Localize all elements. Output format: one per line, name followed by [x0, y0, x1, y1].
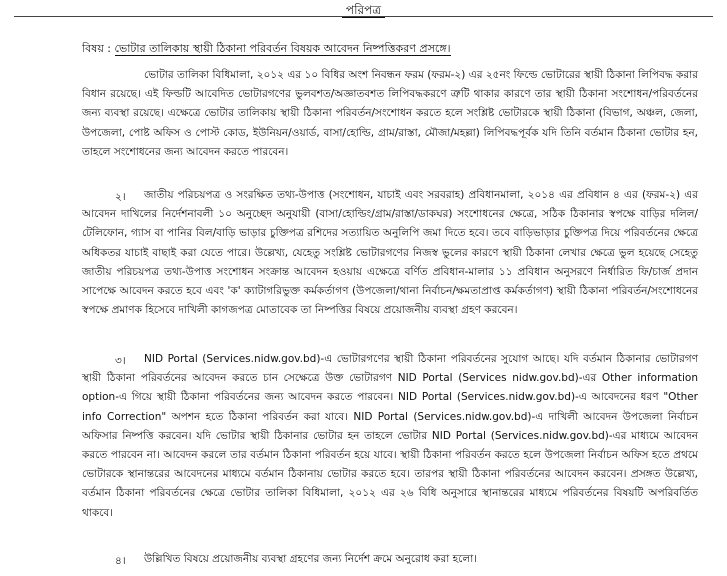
header-divider [14, 16, 713, 17]
subject-text: ভোটার তালিকায় স্থায়ী ঠিকানা পরিবর্তন বিষয়ক আবেদন নিষ্পত্তিকরণ প্রসঙ্গে। [114, 42, 451, 55]
paragraph-2 [82, 186, 698, 320]
page-title: পরিপত্র [0, 2, 727, 22]
paragraph-number: ২। [115, 191, 126, 203]
subject-line [82, 40, 451, 59]
paragraph-number: ৪। [115, 555, 126, 567]
paragraph-1 [82, 66, 698, 162]
subject-label: বিষয় : [82, 42, 112, 55]
paragraph-number: ৩। [115, 355, 126, 367]
paragraph-text: NID Portal (Services.nidw.gov.bd)-এ ভোটারগণের স্থায়ী ঠিকানা পরিবর্তনের সুযোগ আছে। যদি বর্তমান ঠিকানার ভোটারগণ স্থায়ী ঠিকানা পরিবর্তনের আবেদন করতে চান সেক্ষেত্রে উক্ত ভোটারগণ NID Portal (Services nidw.gov.bd)-এর Other information option-এ গিয়ে স্থায়ী ঠিকানা পরিবর্তনের জন্য আবেদন করতে পারবেন। NID Portal (Services.nidw.gov.bd)-এ আবেদনের ধরণ "Other info Correction" অপশন হতে ঠিকানা পরিবর্তন করা যাবে। NID Portal (Services.nidw.gov.bd)-এ দাখিলী আবেদন উপজেলা নির্বাচন অফিসার নিষ্পত্তি করবেন। যদি ভোটার স্থায়ী ঠিকানার ভোটার হন তাহলে ভোটার NID Portal (Services.nidw.gov.bd)-এর মাধ্যমে আবেদন করতে পারবেন না। আবেদন করলে তার বর্তমান ঠিকানা পরিবর্তন হয়ে যাবে। স্থায়ী ঠিকানা পরিবর্তন করতে হলে উপজেলা নির্বাচন অফিস হতে প্রথমে ভোটারকে স্থানান্তরের আবেদনের মাধ্যমে বর্তমান ঠিকানায় ভোটার করতে হবে। তারপর স্থায়ী ঠিকানা পরিবর্তনের আবেদন করবেন। প্রসঙ্গত উল্লেখ্য, বর্তমান ঠিকানা পরিবর্তনের ক্ষেত্রে ভোটার তালিকা বিধিমালা, ২০১২ এর ২৬ বিধি অনুসারে স্থানান্তরের মাধ্যমে পরিবর্তনের বিষয়টি অপরিবর্তিত থাকবে। [82, 353, 698, 519]
paragraph-4 [82, 550, 698, 569]
paragraph-text: ভোটার তালিকা বিধিমালা, ২০১২ এর ১০ বিধির অংশ নিবন্ধন ফরম (ফরম-২) এর ২৫নং ফিল্ডে ভোটারের স্থায়ী ঠিকানা লিপিবদ্ধ করার বিধান রয়েছে। এই ফিল্ডটি আবেদিত ভোটারগণের ভুলবশত/অজ্ঞাতবশত লিপিবদ্ধকরণে ত্রুটি থাকার কারণে তার স্থায়ী ঠিকানা সংশোধন/পরিবর্তনের জন্য ব্যবস্থা রয়েছে। এক্ষেত্রে ভোটার তালিকায় স্থায়ী ঠিকানা পরিবর্তন/সংশোধন করতে হলে সংশ্লিষ্ট ভোটারকে স্থায়ী ঠিকানা (বিভাগ, অঞ্চল, জেলা, উপজেলা, পোষ্ট অফিস ও পোস্ট কোড, ইউনিয়ন/ওয়ার্ড, বাসা/হোল্ডি, গ্রাম/রাস্তা, মৌজা/মহল্লা) লিপিবদ্ধপূর্বক যদি তিনি বর্তমান ঠিকানা ভোটার হন, তাহলে সংশোধনের জন্য আবেদন করতে পারবেন। [82, 69, 698, 158]
paragraph-text: জাতীয় পরিচয়পত্র ও সংরক্ষিত তথ্য-উপাত্ত (সংশোধন, যাচাই এবং সরবরাহ) প্রবিধানমালা, ২০১৪ এর প্রবিধান ৪ এর (ফরম-২) এর আবেদন দাখিলের নির্দেশনাবলী ১০ অনুচ্ছেদ অনুযায়ী (বাসা/হোল্ডিং/গ্রাম/রাস্তা/ডাকঘর) সংশোধনের ক্ষেত্রে, সঠিক ঠিকানার স্বপক্ষে বাড়ির দলিল/টেলিফোন, গ্যাস বা পানির বিল/বাড়ি ভাড়ার চুক্তিপত্র রশিদের সত্যায়িত অনুলিপি জমা দিতে হবে। তবে বাড়িভাড়ার চুক্তিপত্র দিয়ে পরিবর্তনের ক্ষেত্রে অধিকতর যাচাই বাছাই করা যেতে পারে। উল্লেখ্য, যেহেতু সংশ্লিষ্ট ভোটারগণের নিজস্ব ভুলের কারণে স্থায়ী ঠিকানা লেখার ক্ষেত্রে ভুল হয়েছে সেহেতু জাতীয় পরিচয়পত্র তথ্য-উপাত্ত সংশোধন সংক্রান্ত আবেদন হওয়ায় এক্ষেত্রে বর্ণিত প্রবিধান-মালার ১১ প্রবিধান অনুসরণে নির্ধারিত ফি/চার্জ প্রদান সাপেক্ষে আবেদন করতে হবে এবং 'ক' ক্যাটাগরিভুক্ত কর্মকর্তাগণ (উপজেলা/থানা নির্বাচন/ক্ষমতাপ্রাপ্ত কর্মকর্তাগণ) স্থায়ী ঠিকানা পরিবর্তন/সংশোধনের স্বপক্ষে প্রমাণক হিসেবে দাখিলী কাগজপত্র মোতাবেক তা নিষ্পত্তির বিষয়ে প্রয়োজনীয় ব্যবস্থা গ্রহণ করবেন। [82, 189, 698, 317]
paragraph-text: উল্লিখিত বিষয়ে প্রয়োজনীয় ব্যবস্থা গ্রহণের জন্য নির্দেশ ক্রমে অনুরোধ করা হলো। [144, 553, 477, 565]
paragraph-3 [82, 350, 698, 523]
